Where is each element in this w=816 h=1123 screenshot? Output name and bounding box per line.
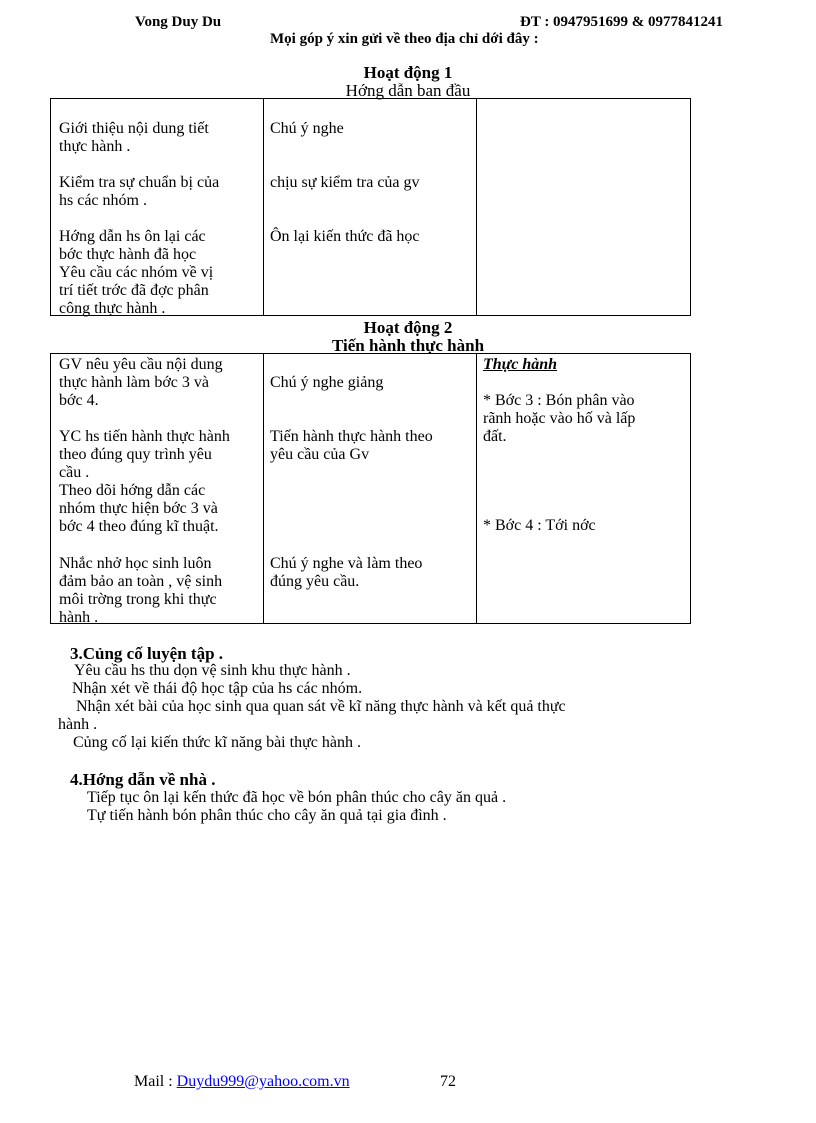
activity1-teacher-cell (51, 99, 264, 316)
contact-note: Mọi góp ý xin gửi về theo địa chỉ dới đây : (270, 31, 539, 47)
text-line: bớc thực hành đã học (59, 246, 197, 263)
text-line: Chú ý nghe giảng (270, 374, 384, 391)
activity1-content-cell (477, 99, 691, 316)
text-line: hành . (59, 609, 99, 626)
text-line: đảm bảo an toàn , vệ sinh (59, 573, 223, 590)
activity1-title: Hoạt động 1 (363, 63, 453, 82)
text-line: Chú ý nghe và làm theo (270, 555, 423, 572)
text-line: Hớng dẫn hs ôn lại các (59, 228, 206, 245)
page-number: 72 (440, 1073, 456, 1090)
text-line: cầu . (59, 464, 90, 481)
text-line: Kiểm tra sự chuẩn bị của (59, 174, 220, 191)
text-line: Tiến hành thực hành theo (270, 428, 433, 445)
text-line: bớc 4. (59, 392, 99, 409)
text-line: Theo dõi hớng dẫn các (59, 482, 206, 499)
text-line: Yêu cầu các nhóm về vị (59, 264, 214, 281)
text-line: thực hành . (59, 138, 131, 155)
text-line: GV nêu yêu cầu nội dung (59, 356, 223, 373)
text-line: môi trờng trong khi thực (59, 591, 217, 608)
text-line: Nhắc nhở học sinh luôn (59, 555, 212, 572)
section3-line: hành . (58, 716, 98, 733)
section3-line: Củng cố lại kiến thức kĩ năng bài thực hành . (73, 734, 361, 751)
section3-line: Yêu cầu hs thu dọn vệ sinh khu thực hành . (74, 662, 351, 679)
mail-label: Mail : (134, 1073, 177, 1090)
text-line: rãnh hoặc vào hố và lấp (483, 410, 636, 427)
activity1-table (50, 98, 691, 316)
text-line: Ôn lại kiến thức đã học (270, 228, 420, 245)
author-name: Vong Duy Du (135, 14, 222, 30)
email-link[interactable]: Duydu999@yahoo.com.vn (176, 1073, 350, 1090)
activity2-student-cell (264, 354, 477, 624)
practice-heading: Thực hành (483, 356, 558, 373)
text-line: thực hành làm bớc 3 và (59, 374, 209, 391)
section4-line: Tiếp tục ôn lại kến thức đã học về bón phân thúc cho cây ăn quả . (87, 789, 507, 806)
text-line: yêu cầu của Gv (270, 446, 370, 463)
text-line: trí tiết trớc đã đợc phân (59, 282, 209, 299)
text-line: nhóm thực hiện bớc 3 và (59, 500, 218, 517)
text-line: Chú ý nghe (270, 120, 344, 137)
text-line: theo đúng quy trình yêu (59, 446, 212, 463)
text-line: bớc 4 theo đúng kĩ thuật. (59, 518, 219, 535)
section4-heading: 4.Hớng dẫn về nhà . (70, 770, 216, 789)
activity2-subtitle: Tiến hành thực hành (331, 336, 485, 355)
activity2-content-cell (477, 354, 691, 624)
text-line: đất. (483, 428, 507, 445)
section3-heading: 3.Củng cố luyện tập . (70, 644, 224, 663)
text-line: chịu sự kiểm tra của gv (270, 174, 420, 191)
activity2-table (50, 353, 691, 624)
section3-line: Nhận xét bài của học sinh qua quan sát về kĩ năng thực hành và kết quả thực (76, 698, 566, 715)
activity2-teacher-cell (51, 354, 264, 624)
text-line: hs các nhóm . (59, 192, 147, 209)
activity1-student-cell (264, 99, 477, 316)
text-line: YC hs tiến hành thực hành (59, 428, 230, 445)
activity2-title: Hoạt động 2 (363, 318, 453, 337)
text-line: công thực hành . (59, 300, 166, 317)
footer-mail (134, 1073, 350, 1091)
activity1-subtitle: Hớng dẫn ban đầu (345, 81, 471, 100)
text-line: đúng yêu cầu. (270, 573, 360, 590)
phone-numbers: ĐT : 0947951699 & 0977841241 (520, 14, 724, 30)
text-line: * Bớc 3 : Bón phân vào (483, 392, 635, 409)
text-line: Giới thiệu nội dung tiết (59, 120, 209, 137)
section3-line: Nhận xét về thái độ học tập của hs các nhóm. (72, 680, 363, 697)
section4-line: Tự tiến hành bón phân thúc cho cây ăn quả tại gia đình . (87, 807, 447, 824)
text-line: * Bớc 4 : Tới nớc (483, 517, 596, 534)
